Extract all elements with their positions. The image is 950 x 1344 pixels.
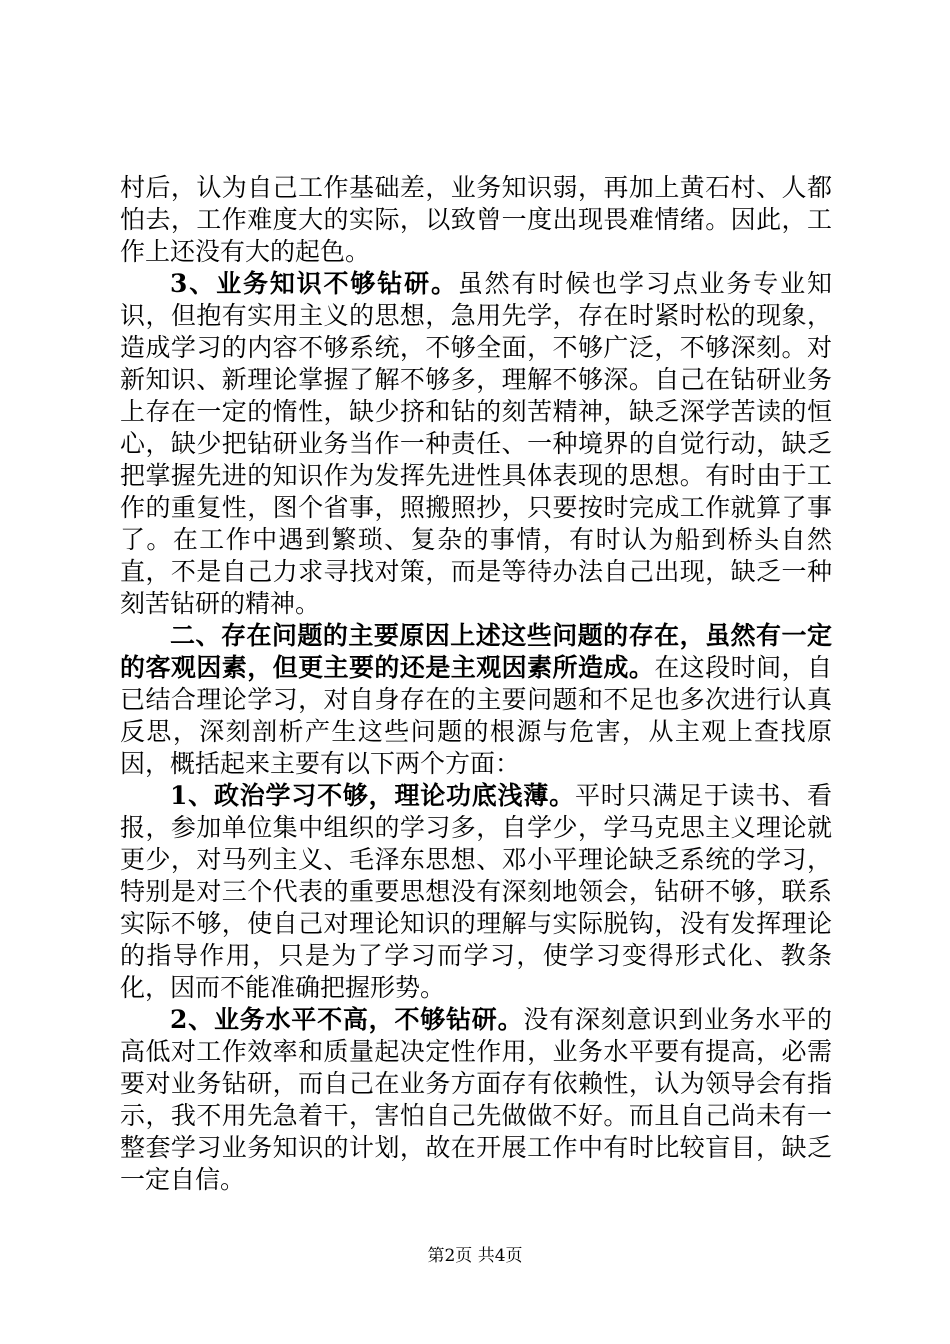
paragraph-text: 在这段时间，自已结合理论学习，对自身存在的主要问题和不足也多次进行认真反思，深刻剖析产生这些问题的根源与危害，从主观上查找原因，概括起来主要有以下两个方面： [120,653,832,778]
paragraph-business-level [120,1004,832,1196]
paragraph-heading: 1、政治学习不够，理论功底浅薄。 [170,781,575,810]
paragraph-text: 村后，认为自己工作基础差，业务知识弱，再加上黄石村、人都怕去，工作难度大的实际，以致曾一度出现畏难情绪。因此，工作上还没有大的起色。 [120,173,832,266]
paragraph-text: 虽然有时候也学习点业务专业知识，但抱有实用主义的思想，急用先学，存在时紧时松的现象，造成学习的内容不够系统，不够全面，不够广泛，不够深刻。对新知识、新理论掌握了解不够多，理解不够深。自己在钻研业务上存在一定的惰性，缺少挤和钻的刻苦精神，缺乏深学苦读的恒心，缺少把钻研业务当作一种责任、一种境界的自觉行动，缺乏把掌握先进的知识作为发挥先进性具体表现的思想。有时由于工作的重复性，图个省事，照搬照抄，只要按时完成工作就算了事了。在工作中遇到繁琐、复杂的事情，有时认为船到桥头自然直，不是自己力求寻找对策，而是等待办法自己出现，缺乏一种刻苦钻研的精神。 [120,269,832,618]
document-body [120,172,832,1196]
paragraph-political-study [120,780,832,1004]
paragraph-heading: 二、存在问题的主要原因上述这些问题的存在，虽然有一定的客观因素，但更主要的还是主观因素所造成。 [120,621,832,682]
paragraph-text: 平时只满足于读书、看报，参加单位集中组织的学习多，自学少，学马克思主义理论就更少，对马列主义、毛泽东思想、邓小平理论缺乏系统的学习，特别是对三个代表的重要思想没有深刻地领会，钻研不够，联系实际不够，使自己对理论知识的理解与实际脱钩，没有发挥理论的指导作用，只是为了学习而学习，使学习变得形式化、教条化，因而不能准确把握形势。 [120,781,832,1002]
page-footer [0,1245,950,1267]
paragraph-main-causes [120,620,832,780]
paragraph-heading: 3、业务知识不够钻研。 [170,269,458,298]
paragraph-business-knowledge [120,268,832,620]
paragraph-continuation [120,172,832,268]
paragraph-text: 没有深刻意识到业务水平的高低对工作效率和质量起决定性作用，业务水平要有提高，必需要对业务钻研，而自己在业务方面存有依赖性，认为领导会有指示，我不用先急着干，害怕自己先做做不好。而且自己尚未有一整套学习业务知识的计划，故在开展工作中有时比较盲目，缺乏一定自信。 [120,1005,832,1194]
page-number-label: 第2页 共4页 [427,1246,523,1266]
paragraph-heading: 2、业务水平不高，不够钻研。 [170,1005,524,1034]
